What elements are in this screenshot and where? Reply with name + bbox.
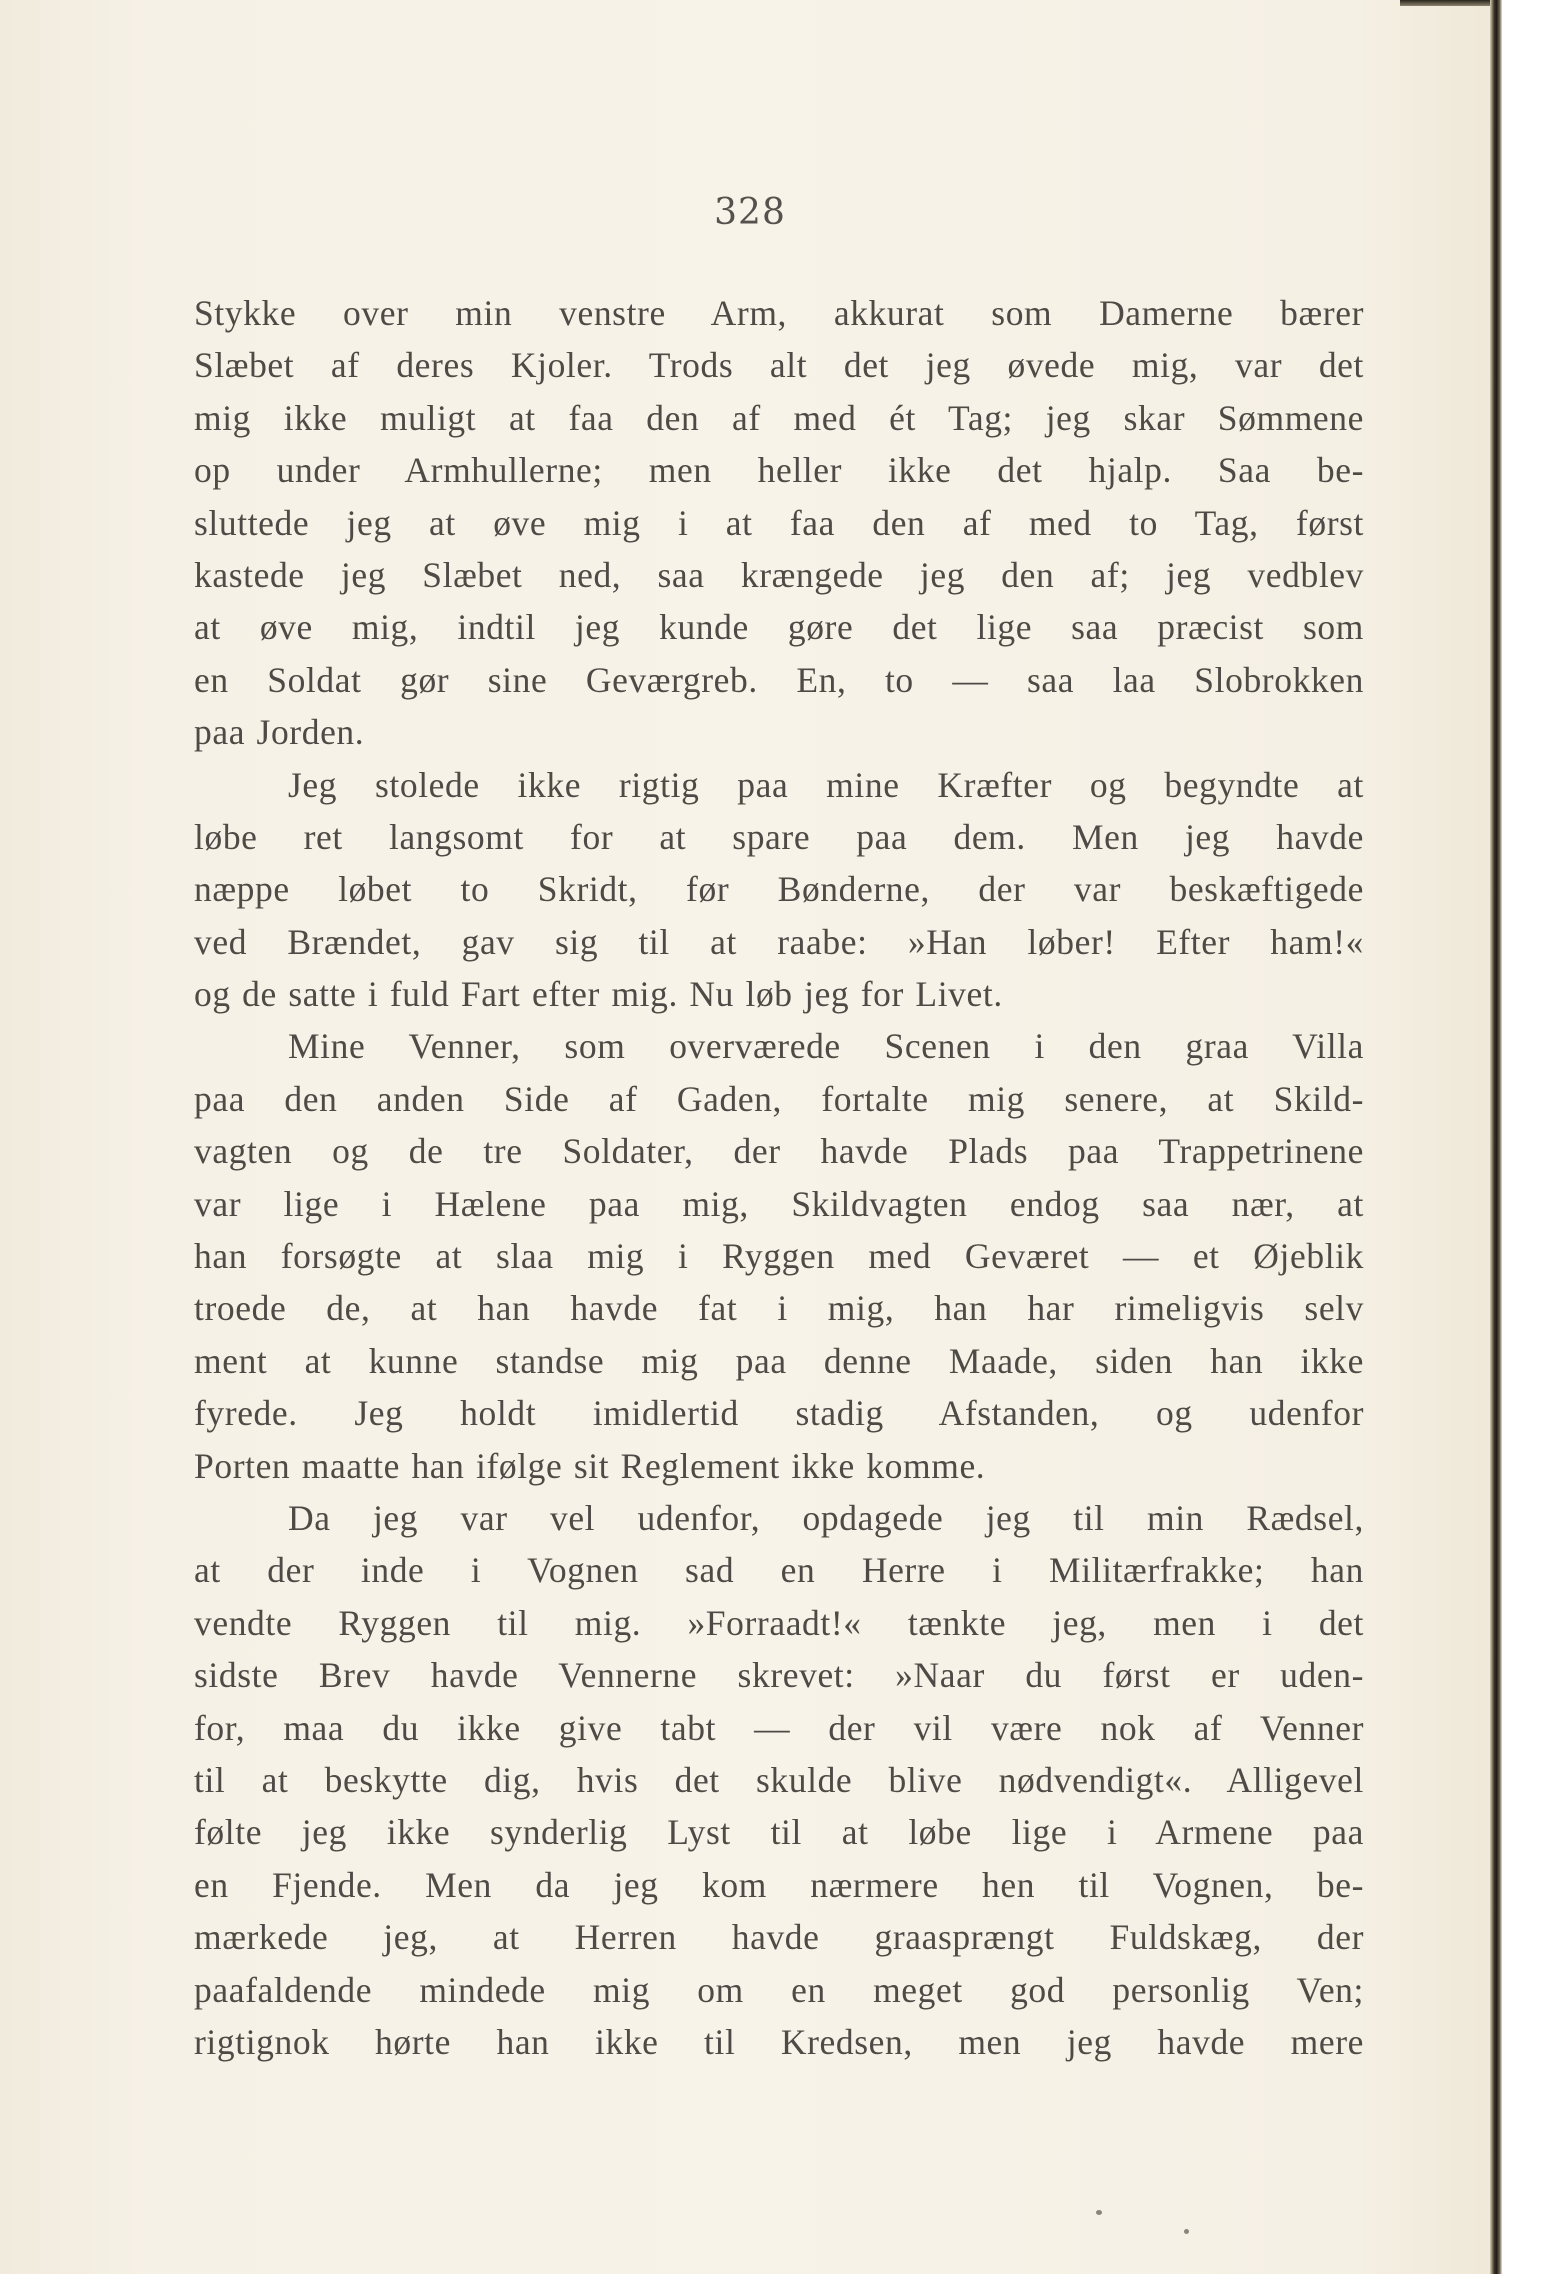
text-line: vagten og de tre Soldater, der havde Plads paa Trappetrinene bbox=[194, 1131, 1364, 1172]
text-line: paa Jorden. bbox=[194, 712, 365, 753]
text-line: Porten maatte han ifølge sit Reglement ikke komme. bbox=[194, 1445, 986, 1486]
text-line: ved Brændet, gav sig til at raabe: »Han løber! Efter ham!« bbox=[194, 921, 1364, 962]
text-line: Da jeg var vel udenfor, opdagede jeg til min Rædsel, bbox=[288, 1497, 1364, 1538]
text-line: han forsøgte at slaa mig i Ryggen med Geværet — et Øjeblik bbox=[194, 1236, 1364, 1277]
text-line: næppe løbet to Skridt, før Bønderne, der var beskæftigede bbox=[194, 869, 1364, 910]
paper-speck bbox=[1096, 2210, 1102, 2215]
text-line: en Soldat gør sine Geværgreb. En, to — saa laa Slobrokken bbox=[194, 659, 1364, 700]
text-line: vendte Ryggen til mig. »Forraadt!« tænkte jeg, men i det bbox=[194, 1602, 1364, 1643]
text-line: at der inde i Vognen sad en Herre i Militærfrakke; han bbox=[194, 1550, 1364, 1591]
text-line: Slæbet af deres Kjoler. Trods alt det jeg øvede mig, var det bbox=[194, 345, 1364, 386]
text-line: mærkede jeg, at Herren havde graasprængt Fuldskæg, der bbox=[194, 1917, 1364, 1958]
text-line: Stykke over min venstre Arm, akkurat som Damerne bærer bbox=[194, 293, 1364, 333]
text-line: at øve mig, indtil jeg kunde gøre det lige saa præcist som bbox=[194, 607, 1364, 648]
text-line: paafaldende mindede mig om en meget god personlig Ven; bbox=[194, 1969, 1364, 2010]
text-line: mig ikke muligt at faa den af med ét Tag; jeg skar Sømmene bbox=[194, 397, 1364, 438]
text-line: ment at kunne standse mig paa denne Maade, siden han ikke bbox=[194, 1340, 1364, 1381]
text-line: en Fjende. Men da jeg kom nærmere hen til Vognen, be- bbox=[194, 1864, 1364, 1905]
text-line: til at beskytte dig, hvis det skulde blive nødvendigt«. Alligevel bbox=[194, 1759, 1364, 1800]
text-line: rigtignok hørte han ikke til Kredsen, men jeg havde mere bbox=[194, 2021, 1364, 2062]
paper-speck bbox=[1184, 2229, 1189, 2234]
text-line: og de satte i fuld Fart efter mig. Nu løb jeg for Livet. bbox=[194, 974, 1003, 1015]
page-number: 328 bbox=[714, 192, 786, 233]
text-line: kastede jeg Slæbet ned, saa krængede jeg den af; jeg vedblev bbox=[194, 554, 1364, 595]
text-line: var lige i Hælene paa mig, Skildvagten endog saa nær, at bbox=[194, 1183, 1364, 1224]
text-line: Jeg stolede ikke rigtig paa mine Kræfter og begyndte at bbox=[288, 764, 1364, 805]
text-line: Mine Venner, som overværede Scenen i den graa Villa bbox=[288, 1026, 1364, 1067]
text-line: fyrede. Jeg holdt imidlertid stadig Afstanden, og udenfor bbox=[194, 1393, 1364, 1434]
body-text bbox=[194, 287, 1364, 2068]
text-line: følte jeg ikke synderlig Lyst til at løbe lige i Armene paa bbox=[194, 1812, 1364, 1853]
text-line: sluttede jeg at øve mig i at faa den af med to Tag, først bbox=[194, 502, 1364, 543]
text-line: op under Armhullerne; men heller ikke det hjalp. Saa be- bbox=[194, 450, 1364, 491]
text-line: løbe ret langsomt for at spare paa dem. Men jeg havde bbox=[194, 816, 1364, 857]
text-line: sidste Brev havde Vennerne skrevet: »Naar du først er uden- bbox=[194, 1655, 1364, 1696]
text-line: for, maa du ikke give tabt — der vil være nok af Venner bbox=[194, 1707, 1364, 1748]
page-edge-shadow bbox=[1490, 0, 1502, 2274]
text-line: troede de, at han havde fat i mig, han har rimeligvis selv bbox=[194, 1288, 1364, 1329]
page-edge-top bbox=[1400, 0, 1502, 6]
text-line: paa den anden Side af Gaden, fortalte mig senere, at Skild- bbox=[194, 1078, 1364, 1119]
